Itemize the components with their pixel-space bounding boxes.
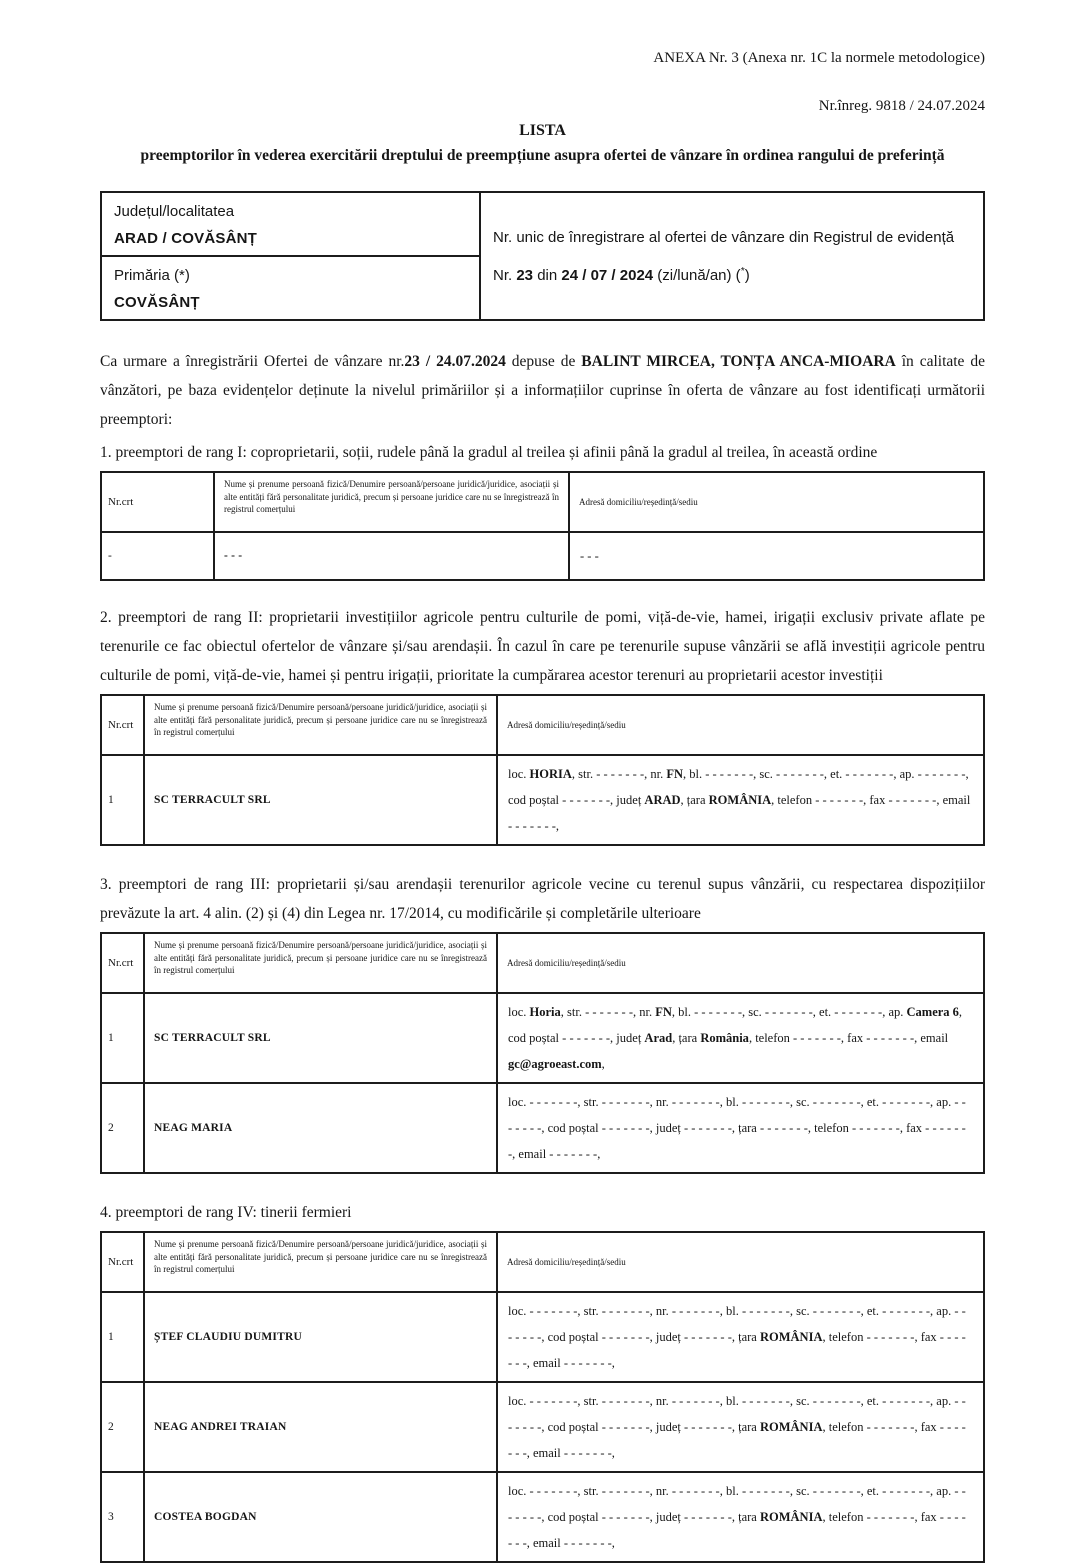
info-box-table bbox=[100, 191, 985, 321]
table-row bbox=[101, 993, 984, 1083]
table-header-row bbox=[101, 695, 984, 755]
mayor-value: COVĂSÂNȚ bbox=[114, 294, 200, 311]
document-subtitle: preemptorilor în vederea exercitării dreptului de preempțiune asupra ofertei de vânzare în ordinea rangului de preferință bbox=[140, 147, 945, 164]
row-number: 1 bbox=[101, 755, 144, 845]
header-name: Nume și prenume persoană fizică/Denumire persoană/persoane juridică/juridice, asociații și alte entități fără personalitate juridică, precum și persoane juridice care nu se înregistrează în registrul comerțului bbox=[144, 695, 497, 755]
registry-title: Nr. unic de înregistrare al ofertei de vânzare din Registrul de evidență bbox=[493, 229, 955, 246]
table-header-row bbox=[101, 933, 984, 993]
row-name: NEAG MARIA bbox=[144, 1083, 497, 1173]
registration-number-line: Nr.înreg. 9818 / 24.07.2024 bbox=[818, 98, 985, 114]
header-address: Adresă domiciliu/reședință/sediu bbox=[497, 1232, 984, 1292]
row-number: 3 bbox=[101, 1472, 144, 1562]
row-number: 2 bbox=[101, 1083, 144, 1173]
rank-3-table bbox=[100, 932, 985, 1174]
row-address: - - - bbox=[569, 532, 984, 580]
rank-4-table bbox=[100, 1231, 985, 1563]
table-row bbox=[101, 1292, 984, 1382]
table-header-row bbox=[101, 472, 984, 532]
row-address: loc. HORIA, str. - - - - - - -, nr. FN, bl. - - - - - - -, sc. - - - - - - -, et. - - - - - - -, ap. - - - - - - -, cod poștal - - - - - - -, județ ARAD, țara ROMÂNIA, telefon - - - - - - -, fax - - - - - - -, email - - - - - - -, bbox=[497, 755, 984, 845]
mayor-cell bbox=[101, 256, 480, 320]
table-row bbox=[101, 1382, 984, 1472]
header-address: Adresă domiciliu/reședință/sediu bbox=[497, 933, 984, 993]
row-number: - bbox=[101, 532, 214, 580]
header-name: Nume și prenume persoană fizică/Denumire persoană/persoane juridică/juridice, asociații și alte entități fără personalitate juridică, precum și persoane juridice care nu se înregistrează în registrul comerțului bbox=[144, 1232, 497, 1292]
table-row bbox=[101, 1472, 984, 1562]
row-number: 1 bbox=[101, 1292, 144, 1382]
registry-cell bbox=[480, 192, 984, 320]
registry-number: Nr. 23 din 24 / 07 / 2024 (zi/lună/an) (*) bbox=[493, 265, 750, 284]
header-address: Adresă domiciliu/reședință/sediu bbox=[497, 695, 984, 755]
header-name: Nume și prenume persoană fizică/Denumire persoană/persoane juridică/juridice, asociații și alte entități fără personalitate juridică, precum și persoane juridice care nu se înregistrează în registrul comerțului bbox=[214, 472, 569, 532]
row-address: loc. - - - - - - -, str. - - - - - - -, nr. - - - - - - -, bl. - - - - - - -, sc. - - - - - - -, et. - - - - - - -, ap. - - - - - - -, cod poștal - - - - - - -, județ - - - - - - -, țara ROMÂNIA, telefon - - - - - - -, fax - - - - - - -, email - - - - - - -, bbox=[497, 1382, 984, 1472]
header-address: Adresă domiciliu/reședință/sediu bbox=[569, 472, 984, 532]
intro-paragraph: Ca urmare a înregistrării Ofertei de vânzare nr.23 / 24.07.2024 depuse de BALINT MIRCEA, TONȚA ANCA-MIOARA în calitate de vânzători, pe baza evidențelor deținute la nivelul primăriilor și a informațiilor cuprinse în oferta de vânzare au fost identificați următorii preemptori: bbox=[100, 353, 985, 428]
row-name: NEAG ANDREI TRAIAN bbox=[144, 1382, 497, 1472]
table-row bbox=[101, 1083, 984, 1173]
table-header-row bbox=[101, 1232, 984, 1292]
row-name: SC TERRACULT SRL bbox=[144, 993, 497, 1083]
row-number: 1 bbox=[101, 993, 144, 1083]
row-name: COSTEA BOGDAN bbox=[144, 1472, 497, 1562]
row-name: SC TERRACULT SRL bbox=[144, 755, 497, 845]
row-address: loc. Horia, str. - - - - - - -, nr. FN, bl. - - - - - - -, sc. - - - - - - -, et. - - - - - - -, ap. Camera 6, cod poștal - - - - - - -, județ Arad, țara România, telefon - - - - - - -, fax - - - - - - -, email gc@agroeast.com, bbox=[497, 993, 984, 1083]
row-name: ȘTEF CLAUDIU DUMITRU bbox=[144, 1292, 497, 1382]
section-2-heading: 2. preemptori de rang II: proprietarii investițiilor agricole pentru culturile de pomi, viță-de-vie, hamei, irigații exclusiv private aflate pe terenurile ce fac obiectul ofertelor de vânzare și/sau arendașii. În cazul în care pe terenurile supuse vânzării se află investiții agricole pentru culturile de pomi, viță-de-vie, hamei și pentru irigații, prioritate la cumpărarea acestor terenuri au proprietarii acestor investiții bbox=[100, 609, 985, 684]
section-1-heading: 1. preemptori de rang I: coproprietarii, soții, rudele până la gradul al treilea și afinii până la gradul al treilea, în această ordine bbox=[100, 444, 878, 461]
header-nr-crt: Nr.crt bbox=[101, 933, 144, 993]
row-number: 2 bbox=[101, 1382, 144, 1472]
header-nr-crt: Nr.crt bbox=[101, 472, 214, 532]
rank-1-table bbox=[100, 471, 985, 581]
header-name: Nume și prenume persoană fizică/Denumire persoană/persoane juridică/juridice, asociații și alte entități fără personalitate juridică, precum și persoane juridice care nu se înregistrează în registrul comerțului bbox=[144, 933, 497, 993]
header-nr-crt: Nr.crt bbox=[101, 1232, 144, 1292]
row-address: loc. - - - - - - -, str. - - - - - - -, nr. - - - - - - -, bl. - - - - - - -, sc. - - - - - - -, et. - - - - - - -, ap. - - - - - - -, cod poștal - - - - - - -, județ - - - - - - -, țara - - - - - - -, telefon - - - - - - -, fax - - - - - - -, email - - - - - - -, bbox=[497, 1083, 984, 1173]
annex-note: ANEXA Nr. 3 (Anexa nr. 1C la normele metodologice) bbox=[653, 50, 985, 66]
row-address: loc. - - - - - - -, str. - - - - - - -, nr. - - - - - - -, bl. - - - - - - -, sc. - - - - - - -, et. - - - - - - -, ap. - - - - - - -, cod poștal - - - - - - -, județ - - - - - - -, țara ROMÂNIA, telefon - - - - - - -, fax - - - - - - -, email - - - - - - -, bbox=[497, 1472, 984, 1562]
county-cell bbox=[101, 192, 480, 256]
document-title: LISTA bbox=[519, 122, 566, 139]
mayor-label: Primăria (*) bbox=[114, 267, 190, 284]
row-address: loc. - - - - - - -, str. - - - - - - -, nr. - - - - - - -, bl. - - - - - - -, sc. - - - - - - -, et. - - - - - - -, ap. - - - - - - -, cod poștal - - - - - - -, județ - - - - - - -, țara ROMÂNIA, telefon - - - - - - -, fax - - - - - - -, email - - - - - - -, bbox=[497, 1292, 984, 1382]
county-label: Județul/localitatea bbox=[114, 203, 235, 220]
header-nr-crt: Nr.crt bbox=[101, 695, 144, 755]
rank-2-table bbox=[100, 694, 985, 846]
county-value: ARAD / COVĂSÂNȚ bbox=[114, 230, 258, 247]
section-4-heading: 4. preemptori de rang IV: tinerii fermieri bbox=[100, 1204, 352, 1221]
section-3-heading: 3. preemptori de rang III: proprietarii și/sau arendașii terenurilor agricole vecine cu terenul supus vânzării, cu respectarea dispozițiilor prevăzute la art. 4 alin. (2) și (4) din Legea nr. 17/2014, cu modificările și completările ulterioare bbox=[100, 876, 985, 922]
row-name: - - - bbox=[214, 532, 569, 580]
table-row bbox=[101, 755, 984, 845]
table-row bbox=[101, 532, 984, 580]
